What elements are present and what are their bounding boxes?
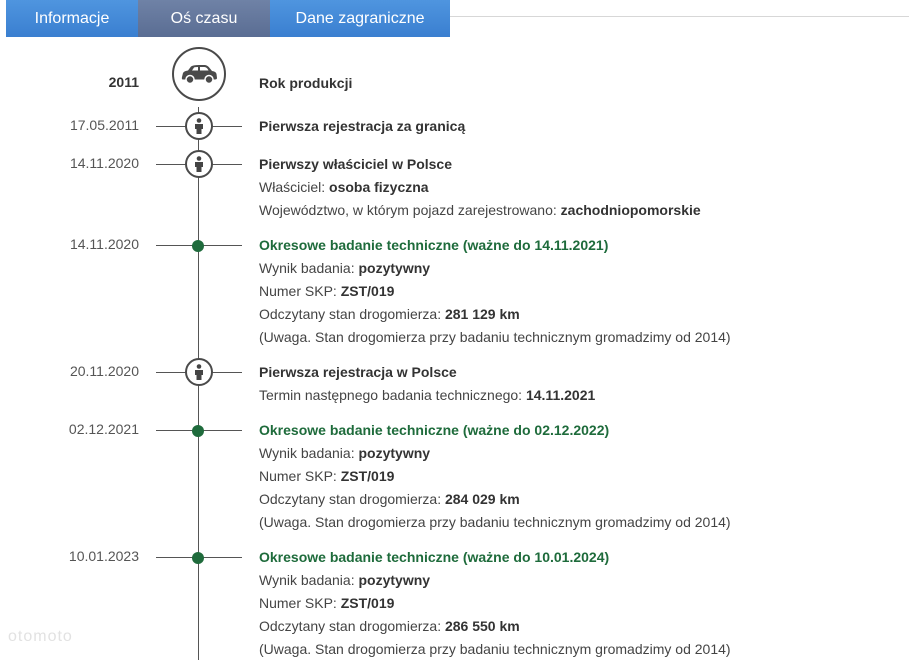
- tab-dane-zagraniczne[interactable]: Dane zagraniczne: [270, 0, 450, 37]
- timeline-date: 20.11.2020: [69, 363, 139, 379]
- owner-row: Właściciel: osoba fizyczna: [259, 179, 429, 195]
- inspection-dot-icon: [192, 552, 204, 564]
- timeline-title: Okresowe badanie techniczne (ważne do 14.11.2021): [259, 237, 609, 253]
- timeline-date: 14.11.2020: [69, 155, 139, 171]
- odometer-note: (Uwaga. Stan drogomierza przy badaniu technicznym gromadzimy od 2014): [259, 641, 731, 657]
- timeline-title: Pierwszy właściciel w Polsce: [259, 156, 452, 172]
- tab-divider: [450, 16, 909, 17]
- timeline-title: Okresowe badanie techniczne (ważne do 02.12.2022): [259, 422, 610, 438]
- tab-informacje[interactable]: Informacje: [6, 0, 138, 37]
- next-inspection-row: Termin następnego badania technicznego: 14.11.2021: [259, 387, 596, 403]
- skp-row: Numer SKP: ZST/019: [259, 283, 395, 299]
- odometer-note: (Uwaga. Stan drogomierza przy badaniu technicznym gromadzimy od 2014): [259, 329, 731, 345]
- odometer-row: Odczytany stan drogomierza: 286 550 km: [259, 618, 520, 634]
- tab-bar: [6, 0, 450, 37]
- timeline-date: 17.05.2011: [69, 117, 139, 133]
- inspection-dot-icon: [192, 240, 204, 252]
- voivodeship-row: Województwo, w którym pojazd zarejestrowano: zachodniopomorskie: [259, 202, 701, 218]
- tab-os-czasu[interactable]: Oś czasu: [138, 0, 270, 37]
- timeline-title: Rok produkcji: [259, 75, 353, 91]
- car-icon: [172, 47, 226, 101]
- timeline-year: 2011: [108, 74, 139, 90]
- timeline-title: Okresowe badanie techniczne (ważne do 10.01.2024): [259, 549, 610, 565]
- timeline-title: Pierwsza rejestracja za granicą: [259, 118, 466, 134]
- skp-row: Numer SKP: ZST/019: [259, 595, 395, 611]
- timeline-date: 02.12.2021: [68, 421, 139, 437]
- watermark: otomoto: [8, 628, 73, 645]
- odometer-note: (Uwaga. Stan drogomierza przy badaniu technicznym gromadzimy od 2014): [259, 514, 731, 530]
- result-row: Wynik badania: pozytywny: [259, 260, 431, 276]
- person-icon: [185, 112, 213, 140]
- result-row: Wynik badania: pozytywny: [259, 445, 431, 461]
- person-icon: [185, 150, 213, 178]
- timeline-date: 14.11.2020: [69, 236, 139, 252]
- inspection-dot-icon: [192, 425, 204, 437]
- skp-row: Numer SKP: ZST/019: [259, 468, 395, 484]
- result-row: Wynik badania: pozytywny: [259, 572, 431, 588]
- timeline-date: 10.01.2023: [68, 548, 139, 564]
- odometer-row: Odczytany stan drogomierza: 284 029 km: [259, 491, 520, 507]
- odometer-row: Odczytany stan drogomierza: 281 129 km: [259, 306, 520, 322]
- timeline-title: Pierwsza rejestracja w Polsce: [259, 364, 457, 380]
- person-icon: [185, 358, 213, 386]
